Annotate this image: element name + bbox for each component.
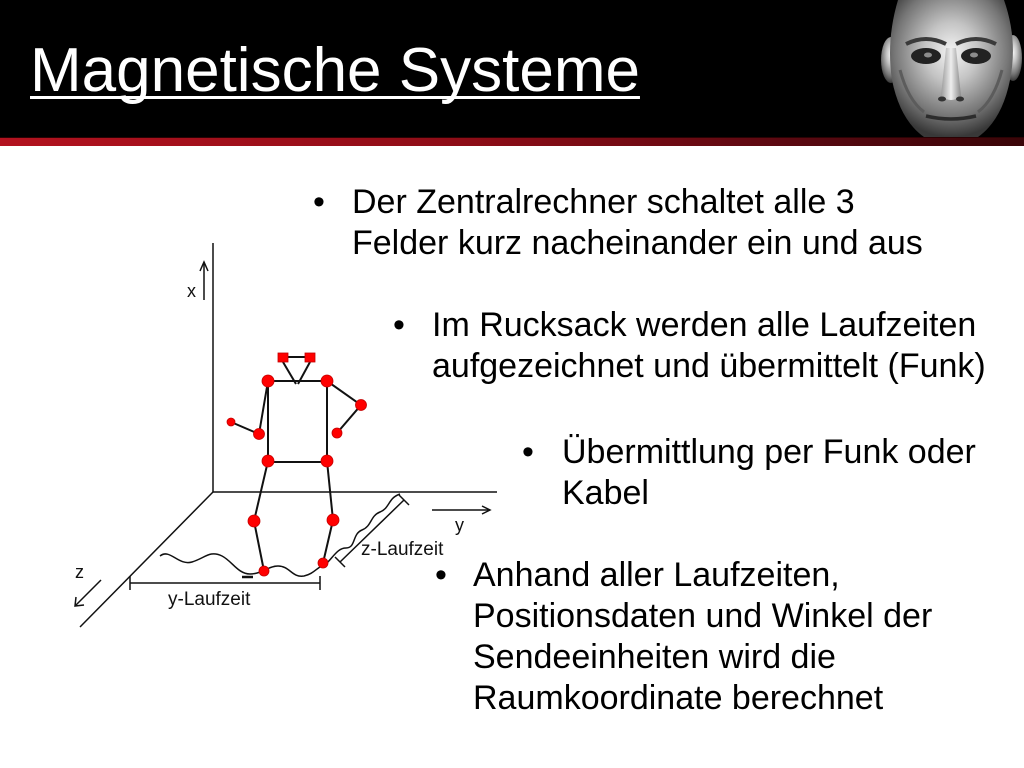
shoulder-marker bbox=[262, 375, 274, 387]
hand-marker bbox=[332, 428, 342, 438]
bullet-line: Im Rucksack werden alle Laufzeiten bbox=[432, 306, 977, 344]
motion-capture-diagram bbox=[0, 150, 520, 650]
elbow-marker bbox=[356, 400, 367, 411]
hip-marker bbox=[321, 455, 333, 467]
head-marker bbox=[305, 353, 315, 362]
hand-marker bbox=[227, 418, 235, 426]
head-marker bbox=[278, 353, 288, 362]
x-direction-arrow bbox=[200, 262, 208, 300]
foot-marker bbox=[318, 558, 328, 568]
bullet-item bbox=[522, 432, 976, 514]
bullet-line: aufgezeichnet und übermittelt (Funk) bbox=[432, 347, 986, 385]
hip-marker bbox=[262, 455, 274, 467]
bullet-line: Kabel bbox=[562, 474, 649, 512]
z-runtime-label: z-Laufzeit bbox=[361, 539, 444, 560]
y-runtime-dimension bbox=[130, 576, 320, 590]
foot-marker bbox=[259, 566, 269, 576]
bullet-line: Sendeeinheiten wird die bbox=[473, 638, 836, 676]
z-axis-label: z bbox=[75, 562, 84, 582]
bullet-line: Der Zentralrechner schaltet alle 3 bbox=[352, 183, 855, 221]
bullet-line: Raumkoordinate berechnet bbox=[473, 679, 884, 717]
metallic-face-icon bbox=[878, 0, 1024, 137]
figure-skeleton bbox=[231, 357, 361, 577]
y-axis-label: y bbox=[455, 515, 464, 535]
bullet-marker: • bbox=[393, 306, 405, 344]
shoulder-marker bbox=[321, 375, 333, 387]
bullet-line: Anhand aller Laufzeiten, bbox=[473, 556, 840, 594]
header-accent-stripe bbox=[0, 137, 1024, 146]
bullet-marker: • bbox=[522, 433, 534, 471]
y-direction-arrow bbox=[432, 506, 490, 514]
elbow-marker bbox=[254, 429, 265, 440]
y-runtime-label: y-Laufzeit bbox=[168, 589, 251, 610]
bullet-line: Felder kurz nacheinander ein und aus bbox=[352, 224, 923, 262]
knee-marker bbox=[248, 515, 260, 527]
slide-title: Magnetische Systeme bbox=[30, 36, 640, 105]
bullet-marker: • bbox=[435, 556, 447, 594]
z-direction-arrow bbox=[75, 580, 101, 606]
knee-marker bbox=[327, 514, 339, 526]
bullet-line: Positionsdaten und Winkel der bbox=[473, 597, 933, 635]
x-axis-label: x bbox=[187, 281, 196, 301]
y-runtime-wave bbox=[160, 554, 326, 576]
bullet-marker: • bbox=[313, 183, 325, 221]
bullet-line: Übermittlung per Funk oder bbox=[562, 433, 976, 471]
bullet-text bbox=[522, 432, 976, 514]
